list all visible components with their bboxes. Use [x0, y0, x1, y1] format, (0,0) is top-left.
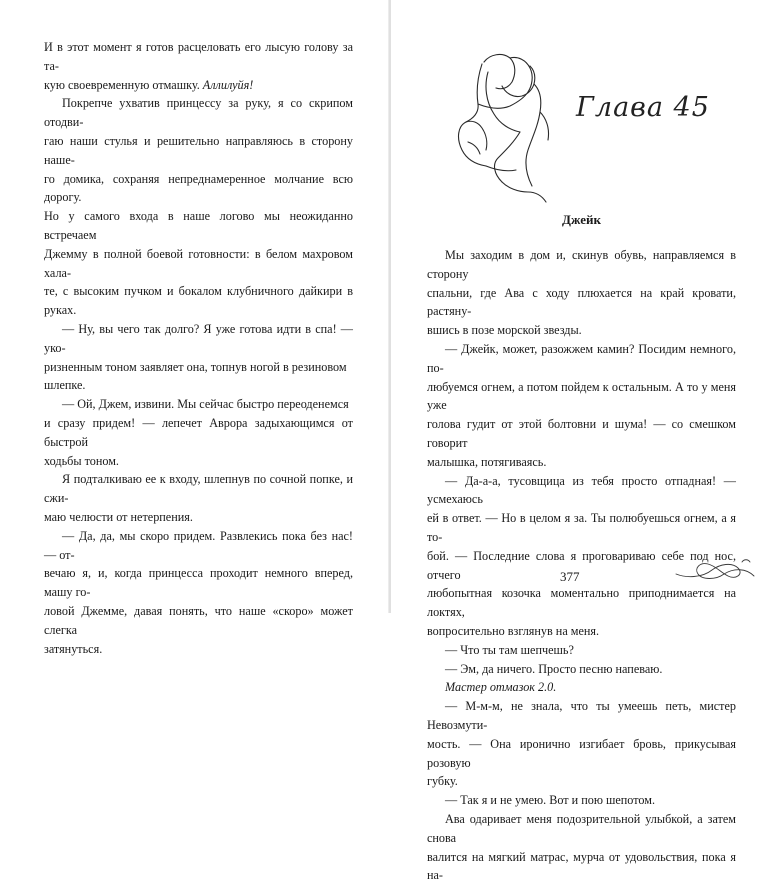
text-run: — Джейк, может, разожжем камин? Посидим немного, по-: [427, 341, 736, 375]
embracing-couple-illustration: [448, 46, 560, 204]
text-run: — Ой, Джем, извини. Мы сейчас быстро переоденемся: [62, 397, 349, 412]
chapter-title: Глава 45: [576, 92, 710, 123]
paragraph: [44, 470, 353, 526]
text-run: затянуться.: [44, 641, 103, 656]
text-run: Ава одаривает меня подозрительной улыбкой, а затем снова: [427, 811, 736, 845]
paragraph: [44, 320, 353, 395]
text-run: мость. — Она иронично изгибает бровь, прикусывая розовую: [427, 736, 736, 770]
text-run: Но у самого входа в наше логово мы неожиданно встречаем: [44, 209, 353, 242]
paragraph: [427, 678, 736, 697]
paragraph: [44, 94, 353, 320]
text-run: кую своевременную отмашку.: [44, 77, 203, 92]
left-page: [0, 0, 389, 656]
text-run: — Эм, да ничего. Просто песню напеваю.: [445, 661, 663, 676]
text-run: — М-м-м, не знала, что ты умеешь петь, мистер Невозмути-: [427, 699, 736, 732]
text-run: любопытная козочка моментально приподнимается на локтях,: [427, 586, 736, 620]
text-run: гаю наши стулья и решительно направляюсь в сторону наше-: [44, 133, 353, 167]
text-run: малышка, потягиваясь.: [427, 454, 547, 469]
paragraph: [427, 340, 736, 472]
text-run: вопросительно взглянув на меня.: [427, 623, 600, 638]
paragraph: [44, 38, 353, 94]
paragraph: [44, 527, 353, 659]
paragraph: [427, 246, 736, 340]
text-run: вечаю я, и, когда принцесса проходит немного вперед, машу го-: [44, 566, 353, 600]
italic-text: Аллилуйя!: [202, 77, 254, 92]
infinity-ornament-icon: [672, 556, 758, 584]
left-page-text: [44, 38, 353, 658]
text-run: шлепке.: [44, 378, 86, 393]
italic-text: Мастер отмазок 2.0.: [445, 680, 557, 695]
text-run: валится на мягкий матрас, мурча от удовольствия, пока я на-: [427, 849, 736, 883]
text-run: Мы заходим в дом и, скинув обувь, направляемся в сторону: [427, 248, 736, 281]
text-run: и сразу придем! — лепечет Аврора задыхающимся от быстрой: [44, 415, 353, 449]
text-run: — Что ты там шепчешь?: [445, 642, 574, 657]
paragraph: [44, 395, 353, 470]
text-run: спальни, где Ава с ходу плюхается на край кровати, растяну-: [427, 285, 736, 319]
text-run: — Так я и не умею. Вот и пою шепотом.: [445, 793, 656, 808]
text-run: вшись в позе морской звезды.: [427, 323, 582, 338]
text-run: бой. — Последние слова я проговариваю себе под нос, отчего: [427, 548, 736, 582]
text-run: те, с высоким пучком и бокалом клубничного дайкири в руках.: [44, 284, 353, 318]
paragraph: [427, 791, 736, 810]
text-run: ризненным тоном заявляет она, топнув ногой в резиновом: [44, 359, 347, 374]
text-run: любуемся огнем, а потом пойдем к остальным. А то у меня уже: [427, 379, 736, 413]
text-run: — Да-а-а, тусовщица из тебя просто отпадная! — усмехаюсь: [427, 473, 736, 507]
paragraph: [427, 697, 736, 791]
text-run: И в этот момент я готов расцеловать его лысую голову за та-: [44, 40, 353, 73]
paragraph: [427, 810, 736, 885]
text-run: ходьбы тоном.: [44, 453, 119, 468]
text-run: — Да, да, мы скоро придем. Развлекись пока без нас! — от-: [44, 528, 353, 562]
text-run: — Ну, вы чего так долго? Я уже готова идти в спа! — уко-: [44, 321, 353, 355]
paragraph: [427, 641, 736, 660]
text-run: ей в ответ. — Но в целом я за. Ты полюбуешься огнем, а я то-: [427, 511, 736, 544]
text-run: голова гудит от этой болтовни и шума! — со смешком говорит: [427, 417, 736, 450]
text-run: губку.: [427, 774, 458, 789]
text-run: Джемму в полной боевой готовности: в белом махровом хала-: [44, 246, 353, 280]
text-run: Я подталкиваю ее к входу, шлепнув по сочной попке, и сжи-: [44, 472, 353, 506]
text-run: ловой Джемме, давая понять, что наше «скоро» может слегка: [44, 603, 353, 637]
page-number: 377: [560, 569, 580, 584]
section-heading: Джейк: [562, 212, 601, 227]
text-run: маю челюсти от нетерпения.: [44, 509, 193, 524]
text-run: Покрепче ухватив принцессу за руку, я со скрипом отодви-: [44, 96, 353, 130]
text-run: го домика, сохраняя непреднамеренное молчание всю дорогу.: [44, 171, 353, 205]
paragraph: [427, 660, 736, 679]
